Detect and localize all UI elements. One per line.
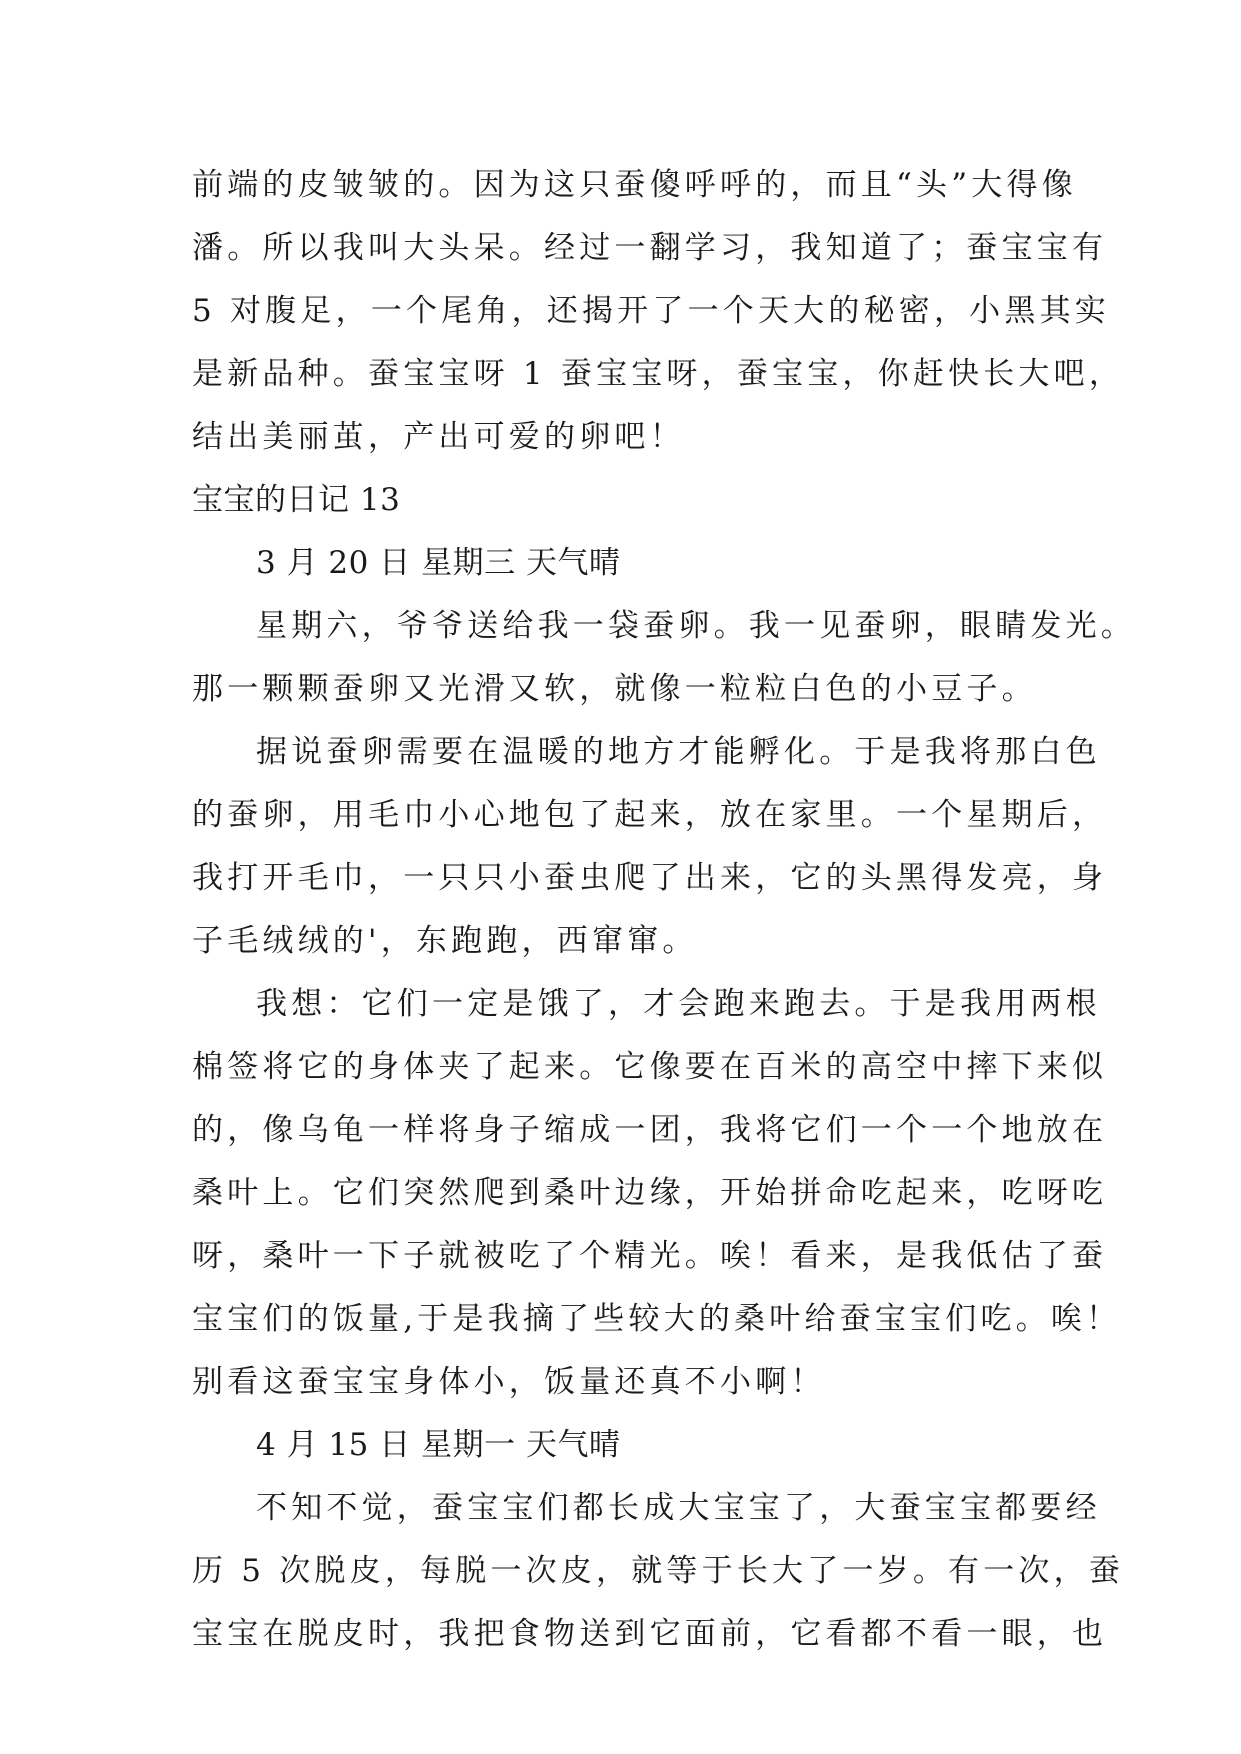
paragraph-line: 前端的皮皱皱的。因为这只蚕傻呼呼的，而且“头”大得像 bbox=[192, 167, 1077, 203]
paragraph-line: 的蚕卵，用毛巾小心地包了起来，放在家里。一个星期后， bbox=[192, 797, 1108, 833]
paragraph-line: 宝宝们的饭量,于是我摘了些较大的桑叶给蚕宝宝们吃。唉！ bbox=[192, 1301, 1122, 1337]
paragraph-line: 我想：它们一定是饿了，才会跑来跑去。于是我用两根 bbox=[256, 986, 1101, 1022]
paragraph-line: 结出美丽茧，产出可爱的卵吧！ bbox=[192, 419, 685, 455]
paragraph-line: 我打开毛巾，一只只小蚕虫爬了出来，它的头黑得发亮，身 bbox=[192, 860, 1108, 896]
paragraph-line: 5 对腹足，一个尾角，还揭开了一个天大的秘密，小黑其实 bbox=[192, 293, 1110, 329]
section-title: 宝宝的日记 13 bbox=[192, 482, 401, 518]
diary-date-line: 3 月 20 日 星期三 天气晴 bbox=[256, 545, 621, 581]
paragraph-line: 别看这蚕宝宝身体小，饭量还真不小啊！ bbox=[192, 1364, 826, 1400]
paragraph-line: 那一颗颗蚕卵又光滑又软，就像一粒粒白色的小豆子。 bbox=[192, 671, 1037, 707]
paragraph-line: 潘。所以我叫大头呆。经过一翻学习，我知道了；蚕宝宝有 bbox=[192, 230, 1108, 266]
paragraph-line: 桑叶上。它们突然爬到桑叶边缘，开始拼命吃起来，吃呀吃 bbox=[192, 1175, 1108, 1211]
diary-date-line: 4 月 15 日 星期一 天气晴 bbox=[256, 1427, 621, 1463]
paragraph-line: 据说蚕卵需要在温暖的地方才能孵化。于是我将那白色 bbox=[256, 734, 1101, 770]
document-body bbox=[192, 154, 1136, 1666]
paragraph-line: 星期六，爷爷送给我一袋蚕卵。我一见蚕卵，眼睛发光。 bbox=[256, 608, 1136, 644]
paragraph-line: 历 5 次脱皮，每脱一次皮，就等于长大了一岁。有一次，蚕 bbox=[192, 1553, 1125, 1589]
paragraph-line: 呀，桑叶一下子就被吃了个精光。唉！看来，是我低估了蚕 bbox=[192, 1238, 1108, 1274]
paragraph-line: 的，像乌龟一样将身子缩成一团，我将它们一个一个地放在 bbox=[192, 1112, 1108, 1148]
paragraph-line: 不知不觉，蚕宝宝们都长成大宝宝了，大蚕宝宝都要经 bbox=[256, 1490, 1101, 1526]
paragraph-line: 棉签将它的身体夹了起来。它像要在百米的高空中摔下来似 bbox=[192, 1049, 1108, 1085]
paragraph-line: 是新品种。蚕宝宝呀 1 蚕宝宝呀，蚕宝宝，你赶快长大吧， bbox=[192, 356, 1125, 392]
paragraph-line: 宝宝在脱皮时，我把食物送到它面前，它看都不看一眼，也 bbox=[192, 1616, 1108, 1652]
paragraph-line: 子毛绒绒的'，东跑跑，西窜窜。 bbox=[192, 923, 698, 959]
